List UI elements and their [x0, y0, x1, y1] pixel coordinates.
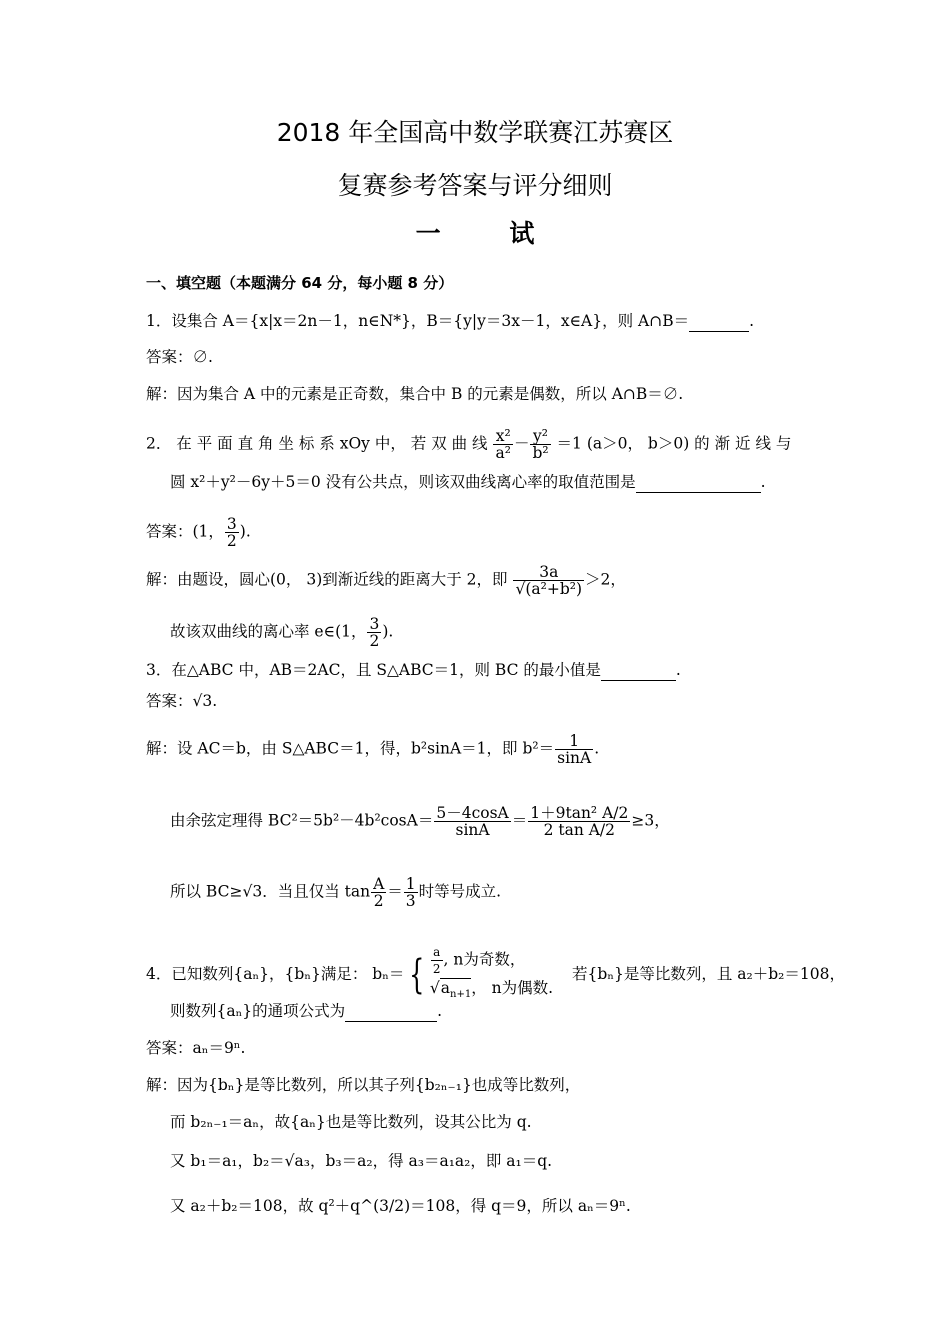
p2-question-line1: 2． 在 平 面 直 角 坐 标 系 xOy 中， 若 双 曲 线 $\frac{\text{x²}}{\text{a²}}$ － $\frac{\text{y²}}{\text{b²}}$ ＝1 (a＞0， b＞0) 的 渐 近 线 与: [146, 427, 792, 462]
p4-q-prefix: 4．已知数列{aₙ}，{bₙ}满足： bₙ＝: [146, 965, 405, 984]
p2-q-suffix: ＝1 (a＞0， b＞0) 的 渐 近 线 与: [556, 434, 792, 453]
p1-answer-blank: [689, 311, 749, 332]
frac-bn-odd-den: 2: [432, 962, 441, 976]
title-line-3: 一 试: [415, 219, 565, 248]
p2-solution-line1: [146, 564, 626, 597]
p4-solution-3: 又 b₁＝a₁，b₂＝√a₃，b₃＝a₂，得 a₃＝a₁a₂，即 a₁＝q.: [170, 1152, 553, 1170]
p1-answer: 答案：∅.: [146, 348, 213, 366]
p2-answer-suffix: ).: [239, 522, 251, 541]
section-heading: 一、填空题（本题满分 64 分，每小题 8 分）: [146, 274, 454, 292]
frac-x2a2: [493, 428, 512, 461]
p3-question: 3．在△ABC 中，AB＝2AC，且 S△ABC＝1，则 BC 的最小值是 .: [146, 661, 681, 679]
frac-3-2-b-den: 2: [369, 632, 380, 650]
p1-question: 1．设集合 A＝{x|x＝2n－1，n∈N*}，B＝{y|y＝3x－1，x∈A}，则 A∩B＝ .: [146, 312, 755, 330]
frac-inv-sinA: [555, 733, 593, 766]
frac-1-3-den: 3: [405, 892, 416, 910]
p4-case1: $\frac{a}{2}$ , n为奇数，: [432, 945, 526, 976]
title-line-2: 复赛参考答案与评分细则: [337, 171, 613, 200]
frac-3-2-b-num: 3: [369, 615, 380, 633]
frac-1-3-num: 1: [405, 875, 416, 893]
frac-3-2-a-num: 3: [226, 515, 237, 533]
frac-x2a2-num: x²: [493, 428, 512, 445]
p4-solution-1: 解：因为{bₙ}是等比数列，所以其子列{b₂ₙ₋₁}也成等比数列，: [146, 1076, 581, 1094]
p4-case2-cond: n为偶数.: [491, 979, 554, 997]
p2-answer: [146, 516, 251, 549]
p1-solution: 解：因为集合 A 中的元素是正奇数，集合中 B 的元素是偶数，所以 A∩B＝∅.: [146, 385, 684, 403]
p3-sol-line2-suffix: ≥3，: [631, 811, 670, 830]
p2-sol-line2-prefix: 故该双曲线的离心率 e∈(1，: [170, 622, 367, 641]
frac-3-2-a: [225, 516, 239, 549]
frac-inv-sinA-den: sinA: [557, 749, 592, 767]
p4-solution-4: 又 a₂＋b₂＝108，故 q²＋q^(3/2)＝108，得 q＝9，所以 aₙ＝9ⁿ.: [170, 1197, 631, 1215]
p4-case2: $√a_{n+1}$， n为偶数.: [429, 979, 554, 1001]
p4-question-line1: [146, 944, 845, 1006]
p4-cases: [430, 944, 553, 1006]
frac-A2-num: A: [373, 875, 385, 893]
frac-y2b2-num: y²: [530, 428, 550, 445]
frac-tan-form-den: 2 tan A/2: [543, 821, 616, 839]
frac-1-3: [404, 876, 418, 909]
p3-solution-line1: 解：设 AC＝b，由 S△ABC＝1，得，b²sinA＝1，即 b²＝ $\frac{1}{\sin A}$ .: [146, 732, 600, 767]
p3-question-text: 3．在△ABC 中，AB＝2AC，且 S△ABC＝1，则 BC 的最小值是: [146, 661, 601, 679]
frac-A2-den: 2: [373, 892, 384, 910]
frac-tan-form-num: 1＋9tan² A/2: [530, 804, 629, 822]
frac-3-2-b: [367, 616, 381, 649]
p4-question-line2: 则数列{aₙ}的通项公式为 .: [170, 1002, 443, 1020]
p3-sol-line1-prefix: 解：设 AC＝b，由 S△ABC＝1，得，b²sinA＝1，即 b²＝: [146, 739, 555, 758]
frac-cos-form-num: 5－4cosA: [436, 804, 509, 822]
p2-solution-line2: [170, 616, 393, 649]
p3-answer: 答案：√3.: [146, 692, 218, 710]
frac-dist: [513, 564, 584, 597]
p3-solution-line3: 所以 BC≥√3．当且仅当 tan $\frac{A}{2}$ ＝ $\frac{1}{3}$ 时等号成立.: [170, 875, 502, 910]
frac-3-2-a-den: 2: [226, 532, 237, 550]
frac-bn-odd: [431, 944, 443, 977]
p4-answer: 答案：aₙ＝9ⁿ.: [146, 1039, 246, 1057]
frac-bn-odd-num: a: [431, 944, 443, 961]
p2-answer-blank: [636, 472, 761, 493]
p2-q-prefix: 2． 在 平 面 直 角 坐 标 系 xOy 中， 若 双 曲 线: [146, 434, 488, 453]
title-line-1: 2018 年全国高中数学联赛江苏赛区: [276, 118, 674, 147]
p4-answer-blank: [345, 1001, 437, 1022]
frac-dist-den: √(a²+b²): [515, 580, 583, 598]
p2-sol-prefix: 解：由题设，圆心(0， 3)到渐近线的距离大于 2，即: [146, 570, 508, 589]
p4-solution-2: 而 b₂ₙ₋₁＝aₙ，故{aₙ}也是等比数列，设其公比为 q.: [170, 1113, 532, 1131]
p2-q-line2: 圆 x²＋y²－6y＋5＝0 没有公共点，则该双曲线离心率的取值范围是: [170, 473, 636, 491]
frac-y2b2: [530, 428, 550, 461]
p4-q-suffix: 若{bₙ}是等比数列，且 a₂＋b₂＝108，: [572, 965, 845, 984]
p3-answer-blank: [601, 660, 676, 681]
p3-sol-line3-prefix: 所以 BC≥√3．当且仅当 tan: [170, 882, 371, 901]
p3-sol-line3-suffix: 时等号成立.: [418, 882, 502, 901]
p3-sol-line2-prefix: 由余弦定理得 BC²＝5b²－4b²cosA＝: [170, 811, 434, 830]
p4-case1-cond: n为奇数，: [453, 950, 526, 969]
left-brace: {: [409, 952, 425, 999]
frac-y2b2-den: b²: [532, 444, 549, 462]
frac-cos-form-den: sinA: [455, 821, 490, 839]
frac-inv-sinA-num: 1: [555, 733, 593, 750]
p4-q-line2: 则数列{aₙ}的通项公式为: [170, 1002, 346, 1020]
p2-question-line2: 圆 x²＋y²－6y＋5＝0 没有公共点，则该双曲线离心率的取值范围是 .: [170, 473, 766, 491]
frac-A2: [371, 876, 386, 909]
frac-tan-form: [528, 805, 630, 838]
p2-sol-line2-suffix: ).: [382, 622, 394, 641]
p1-question-text: 1．设集合 A＝{x|x＝2n－1，n∈N*}，B＝{y|y＝3x－1，x∈A}，则 A∩B＝: [146, 312, 690, 330]
p3-solution-line2: 由余弦定理得 BC²＝5b²－4b²cosA＝ $\frac{5-4\cos A}{\sin A}$ ＝ $\frac{\text{1＋9tan² A/2}}{\text{2 tan A/2}}$ ≥3，: [170, 804, 670, 839]
p2-answer-prefix: 答案：(1，: [146, 522, 224, 541]
p2-sol-suffix: ＞2，: [585, 570, 626, 589]
frac-cos-form: [434, 805, 510, 838]
frac-x2a2-den: a²: [495, 444, 511, 462]
frac-dist-num: 3a: [513, 564, 584, 581]
